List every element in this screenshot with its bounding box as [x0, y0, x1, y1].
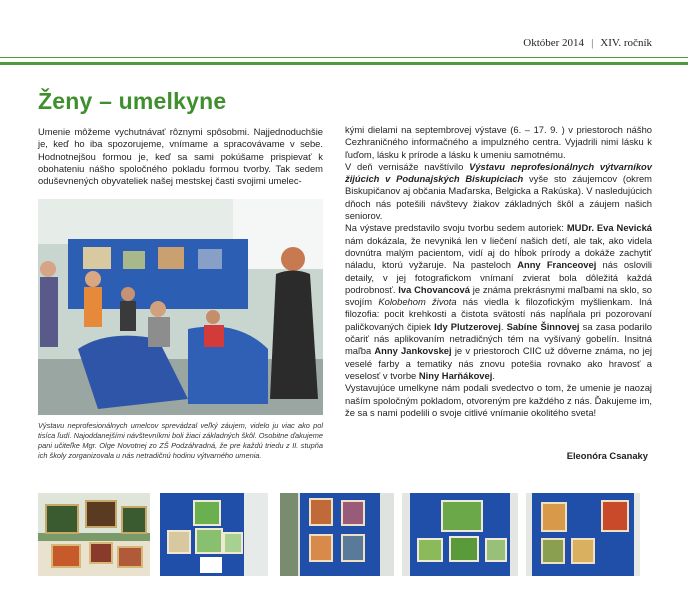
exhibition-thumbnail-tapestry [160, 493, 268, 576]
artwork-title: Kolobehom života [378, 296, 457, 308]
text-author1: nám dokázala, že nevyniká len v liečení našich detí, ale tak, ako videla dovnútra malým pacientom, vidí aj do hĺbok prírody a dokáže zachytiť náladu, ktorú vyžaruje. Na pasteloch [345, 234, 652, 271]
issue-date: Október 2014 [523, 37, 585, 49]
text-author7: . [492, 369, 495, 381]
text-author3b: nás viedla k filozofickým myšlienkam. Iná filozofia: pocit krehkosti a čistota svätostí nás napĺňala pri pozorovaní paličkovaných čipiek [345, 296, 652, 332]
author-name: Niny Harňákovej [418, 369, 493, 381]
text-author4: . [500, 320, 507, 332]
article-paragraph-exhibition [345, 124, 652, 161]
exhibition-main-photo [38, 199, 323, 415]
text-exhibition-intro: kými dielami na septembrovej výstave (6. – 17. 9. ) v priestoroch nášho Cezhraničného informačného a impulzného centra. Vyjadrili nimi lásku k ľuďom, lásku k prírode a lásku k umeniu samotnému. [345, 124, 652, 160]
issue-header [523, 37, 652, 49]
article-column-right [345, 124, 652, 419]
article-paragraph-closing: Vystavujúce umelkyne nám podali svedectvo o tom, že umenie je naozaj naším spoločným pokladom, otvoreným pre každého z nás. Ďakujeme im, že sa s nami podelili o svoje citlivé vnímanie okolitého sveta! [345, 382, 652, 418]
text-vernisage-pre: V deň vernisáže navštívilo [345, 160, 470, 172]
article-paragraph-vernisage [345, 161, 652, 222]
exhibition-name: Výstavu neprofesionálnych výtvarníkov žijúcich v Podunajských Biskupiciach [345, 160, 652, 185]
text-author5: sa zasa podarilo očariť nás aplikovaním netradičných tém na vyšívaný gobelín. Insitná maľba [345, 320, 652, 357]
author-name: Anny Jankovskej [374, 345, 452, 357]
header-rule-thin [0, 57, 688, 58]
exhibition-thumbnail-paintings [280, 493, 394, 576]
exhibition-thumbnail-landscapes [402, 493, 518, 576]
author-name: Sabíne Šinnovej [506, 320, 580, 332]
article-title: Ženy – umelkyne [38, 88, 227, 114]
text-author3a: je známa prekrásnymi maľbami na sklo, so svojím [345, 283, 652, 308]
author-name: Iva Chovancová [398, 283, 470, 295]
author-name: Idy Plutzerovej [434, 320, 501, 332]
header-separator: | [591, 37, 594, 49]
text-vernisage-post: vyše sto záujemcov (okrem Biskupičanov aj občania Maďarska, Belgicka a Rakúska). V nasledujúcich dňoch nás potešili návštevy žiakov základných škôl a záujem našich seniorov. [345, 173, 652, 222]
text-authors-intro: Na výstave predstavilo svoju tvorbu sedem autoriek: [345, 222, 567, 234]
article-author: Eleonóra Csanaky [566, 450, 648, 461]
text-author6: je v priestoroch CIIC už dôverne známa, no jej veselé farby a tematiky nás znovu potešia rovnako ako hravosť a veselosť v tvorbe [345, 345, 652, 381]
photo-caption: Výstavu neprofesionálnych umelcov sprevádzal veľký záujem, videlo ju viac ako pol tisíca ľudí. Najoddanejšími návštevníkmi boli žiaci základných škôl. Osobitne ďakujeme pani učiteľke Mgr. Olge Novotnej zo ZŠ Podzáhradná, že pre každú triedu z II. stupňa ich školy zorganizovala u nás netradičnú hodinu výtvarného umenia. [38, 421, 323, 460]
article-paragraph-intro: Umenie môžeme vychutnávať rôznymi spôsobmi. Najjednoduchšie je, keď ho iba spozorujeme, vnímame a spracovávame v sebe. Hodnotnejšou formou je, keď sa sami pokúšame prispievať k obohateniu nášho spoločného pokladu formou tvorby. Tak sedem oduševnených obyvateliek našej mestskej časti svojimi umelec- [38, 126, 323, 187]
author-name: MUDr. Eva Nevická [566, 222, 653, 234]
issue-volume: XIV. ročník [600, 37, 652, 49]
header-rule-thick [0, 62, 688, 65]
article-column-left [38, 126, 323, 187]
author-name: Anny Franceovej [517, 259, 597, 271]
text-author2: nás oslovili detaily, v jej fotografickom vnímaní zvierat bola dôležitá každá podrobnosť. [345, 259, 652, 295]
article-paragraph-authors [345, 222, 652, 382]
exhibition-thumbnail-lace [38, 493, 150, 576]
exhibition-thumbnail-naive-art [526, 493, 640, 576]
